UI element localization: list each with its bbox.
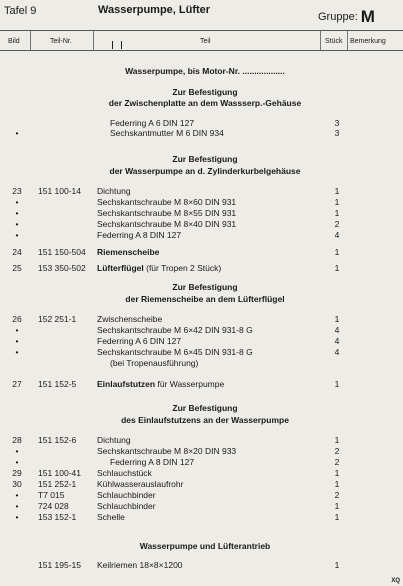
part-name: Federring A 6 DIN 127 xyxy=(110,118,195,128)
col-header-teil: Teil xyxy=(200,38,211,45)
section-heading xyxy=(0,403,403,414)
table-row xyxy=(0,128,403,139)
col-divider xyxy=(320,31,321,50)
section-heading-text: der Zwischenplatte an dem Wassserp.-Gehäuse xyxy=(108,98,302,108)
part-description xyxy=(97,314,162,325)
part-name: Schelle xyxy=(97,512,125,522)
part-name: Kühlwasserauslaufrohr xyxy=(97,479,184,489)
part-description xyxy=(97,186,131,197)
table-row xyxy=(0,197,403,208)
table-row xyxy=(0,479,403,490)
gruppe-label-text: Gruppe: xyxy=(318,11,358,23)
part-note: für Wasserpumpe xyxy=(155,379,225,389)
quantity: 1 xyxy=(334,263,340,273)
bild-number: • xyxy=(15,457,19,467)
quantity: 2 xyxy=(334,219,340,229)
table-row xyxy=(0,263,403,274)
part-number: 151 252-1 xyxy=(38,479,77,489)
quantity: 3 xyxy=(334,118,340,128)
column-header-rule xyxy=(0,50,403,51)
bild-number: • xyxy=(15,197,19,207)
bild-number: • xyxy=(15,347,19,357)
part-name: Sechskantschraube M 8×55 DIN 931 xyxy=(97,208,237,218)
part-number: T7 015 xyxy=(38,490,65,500)
part-description xyxy=(97,247,159,258)
quantity: 1 xyxy=(334,314,340,324)
gruppe-label xyxy=(318,5,375,25)
quantity: 2 xyxy=(334,457,340,467)
part-number: 724 028 xyxy=(38,501,69,511)
column-tick-mark xyxy=(112,41,113,49)
part-name: Schlauchbinder xyxy=(97,490,156,500)
quantity: 1 xyxy=(334,501,340,511)
section-heading xyxy=(0,415,403,426)
part-description xyxy=(110,128,224,139)
part-name: Zwischenscheibe xyxy=(97,314,163,324)
part-name: Keilriemen 18×8×1200 xyxy=(97,560,183,570)
quantity: 1 xyxy=(334,197,340,207)
quantity: 4 xyxy=(334,336,340,346)
table-row xyxy=(0,314,403,325)
col-header-teilnr: Teil-Nr. xyxy=(50,38,72,45)
part-description xyxy=(97,263,221,274)
part-name: Lüfterflügel xyxy=(97,263,144,273)
quantity: 1 xyxy=(334,247,340,257)
table-row xyxy=(0,186,403,197)
part-name: Sechskantschraube M 6×42 DIN 931-8 G xyxy=(97,325,253,335)
part-description xyxy=(97,347,253,358)
quantity: 1 xyxy=(334,560,340,570)
part-name: Sechskantschraube M 8×40 DIN 931 xyxy=(97,219,237,229)
part-number: 151 100-14 xyxy=(38,186,82,196)
col-divider xyxy=(93,31,94,50)
table-row xyxy=(0,501,403,512)
part-note: (für Tropen 2 Stück) xyxy=(143,263,222,273)
part-description xyxy=(97,490,156,501)
bild-number: • xyxy=(15,501,19,511)
quantity: 2 xyxy=(334,446,340,456)
quantity: 1 xyxy=(334,512,340,522)
part-name: Federring A 6 DIN 127 xyxy=(97,336,182,346)
part-name: (bei Tropenausführung) xyxy=(110,358,199,368)
table-row xyxy=(0,358,403,369)
quantity: 1 xyxy=(334,379,340,389)
col-header-bemerkung: Bemerkung xyxy=(350,38,386,45)
section-heading-text: der Wasserpumpe an d. Zylinderkurbelgehäuse xyxy=(109,166,301,176)
part-number: 152 251-1 xyxy=(38,314,77,324)
table-row xyxy=(0,247,403,258)
part-number: 151 152-6 xyxy=(38,435,77,445)
table-row xyxy=(0,208,403,219)
table-row xyxy=(0,560,403,571)
part-name: Einlaufstutzen xyxy=(97,379,156,389)
section-title xyxy=(0,66,403,77)
part-description xyxy=(97,379,224,390)
table-row xyxy=(0,219,403,230)
table-row xyxy=(0,457,403,468)
part-description xyxy=(97,208,236,219)
table-row xyxy=(0,435,403,446)
part-name: Riemenscheibe xyxy=(97,247,160,257)
table-row xyxy=(0,490,403,501)
part-number: 153 152-1 xyxy=(38,512,77,522)
quantity: 1 xyxy=(334,186,340,196)
part-number: 151 152-5 xyxy=(38,379,77,389)
column-tick-mark xyxy=(121,41,122,49)
quantity: 4 xyxy=(334,230,340,240)
quantity: 1 xyxy=(334,468,340,478)
section-heading xyxy=(0,294,403,305)
quantity: 4 xyxy=(334,325,340,335)
bild-number: 28 xyxy=(12,435,22,445)
gruppe-value: M xyxy=(360,7,375,26)
part-description xyxy=(97,219,236,230)
section-heading-text: Zur Befestigung xyxy=(172,87,238,97)
section-heading xyxy=(0,87,403,98)
quantity: 1 xyxy=(334,435,340,445)
quantity: 2 xyxy=(334,490,340,500)
bild-number: • xyxy=(15,325,19,335)
part-number: 151 195-15 xyxy=(38,560,82,570)
table-row xyxy=(0,468,403,479)
quantity: 3 xyxy=(334,128,340,138)
part-description xyxy=(110,358,198,369)
part-name: Schlauchbinder xyxy=(97,501,156,511)
part-description xyxy=(97,325,253,336)
part-description xyxy=(97,446,236,457)
bild-number: 25 xyxy=(12,263,22,273)
section-heading-text: Zur Befestigung xyxy=(172,403,238,413)
part-name: Federring A 8 DIN 127 xyxy=(97,230,182,240)
table-row xyxy=(0,379,403,390)
bild-number: • xyxy=(15,230,19,240)
part-name: Dichtung xyxy=(97,435,131,445)
part-description xyxy=(97,230,181,241)
table-row xyxy=(0,336,403,347)
part-name: Sechskantmutter M 6 DIN 934 xyxy=(110,128,224,138)
part-number: 151 100-41 xyxy=(38,468,82,478)
part-description xyxy=(97,501,156,512)
section-heading-text: Zur Befestigung xyxy=(172,154,238,164)
bild-number: 26 xyxy=(12,314,22,324)
col-header-stueck: Stück xyxy=(325,38,343,45)
table-row xyxy=(0,347,403,358)
part-number: 151 150-504 xyxy=(38,247,86,257)
part-name: Schlauchstück xyxy=(97,468,152,478)
part-description xyxy=(97,560,183,571)
bild-number: • xyxy=(15,446,19,456)
section-heading xyxy=(0,154,403,165)
bild-number: 24 xyxy=(12,247,22,257)
section-title xyxy=(0,541,403,552)
part-name: Sechskantschraube M 8×60 DIN 931 xyxy=(97,197,237,207)
part-name: Sechskantschraube M 6×45 DIN 931-8 G xyxy=(97,347,253,357)
section-heading xyxy=(0,166,403,177)
quantity: 4 xyxy=(334,347,340,357)
part-description xyxy=(97,435,131,446)
section-heading xyxy=(0,282,403,293)
tafel-label: Tafel 9 xyxy=(4,5,37,17)
section-heading-text: der Riemenscheibe an dem Lüfterflügel xyxy=(125,294,285,304)
table-row xyxy=(0,325,403,336)
bild-number: • xyxy=(15,208,19,218)
bild-number: 27 xyxy=(12,379,22,389)
bild-number: • xyxy=(15,490,19,500)
quantity: 1 xyxy=(334,479,340,489)
section-heading-text: des Einlaufstutzens an der Wasserpumpe xyxy=(121,415,289,425)
corner-mark: XQ xyxy=(391,578,400,584)
part-name: Sechskantschraube M 8×20 DIN 933 xyxy=(97,446,237,456)
header-rule xyxy=(0,30,403,31)
part-number: 153 350-502 xyxy=(38,263,86,273)
part-description xyxy=(97,197,236,208)
section-heading xyxy=(0,98,403,109)
section-heading-text: Zur Befestigung xyxy=(172,282,238,292)
page-title: Wasserpumpe, Lüfter xyxy=(98,4,211,16)
table-row xyxy=(0,230,403,241)
table-row xyxy=(0,446,403,457)
part-description xyxy=(97,468,152,479)
col-divider xyxy=(347,31,348,50)
bild-number: • xyxy=(15,512,19,522)
part-name: Dichtung xyxy=(97,186,131,196)
col-divider xyxy=(30,31,31,50)
bild-number: • xyxy=(15,219,19,229)
section-title-text: Wasserpumpe und Lüfterantrieb xyxy=(139,541,271,551)
part-description xyxy=(97,336,181,347)
bild-number: 23 xyxy=(12,186,22,196)
col-header-bild: Bild xyxy=(8,38,20,45)
bild-number: 29 xyxy=(12,468,22,478)
bild-number: 30 xyxy=(12,479,22,489)
part-description xyxy=(110,457,194,468)
part-description xyxy=(97,479,183,490)
section-title-text: Wasserpumpe, bis Motor-Nr. .................. xyxy=(125,66,285,76)
part-description xyxy=(97,512,125,523)
quantity: 1 xyxy=(334,208,340,218)
bild-number: • xyxy=(15,128,19,138)
bild-number: • xyxy=(15,336,19,346)
part-name: Federring A 8 DIN 127 xyxy=(110,457,195,467)
table-row xyxy=(0,512,403,523)
